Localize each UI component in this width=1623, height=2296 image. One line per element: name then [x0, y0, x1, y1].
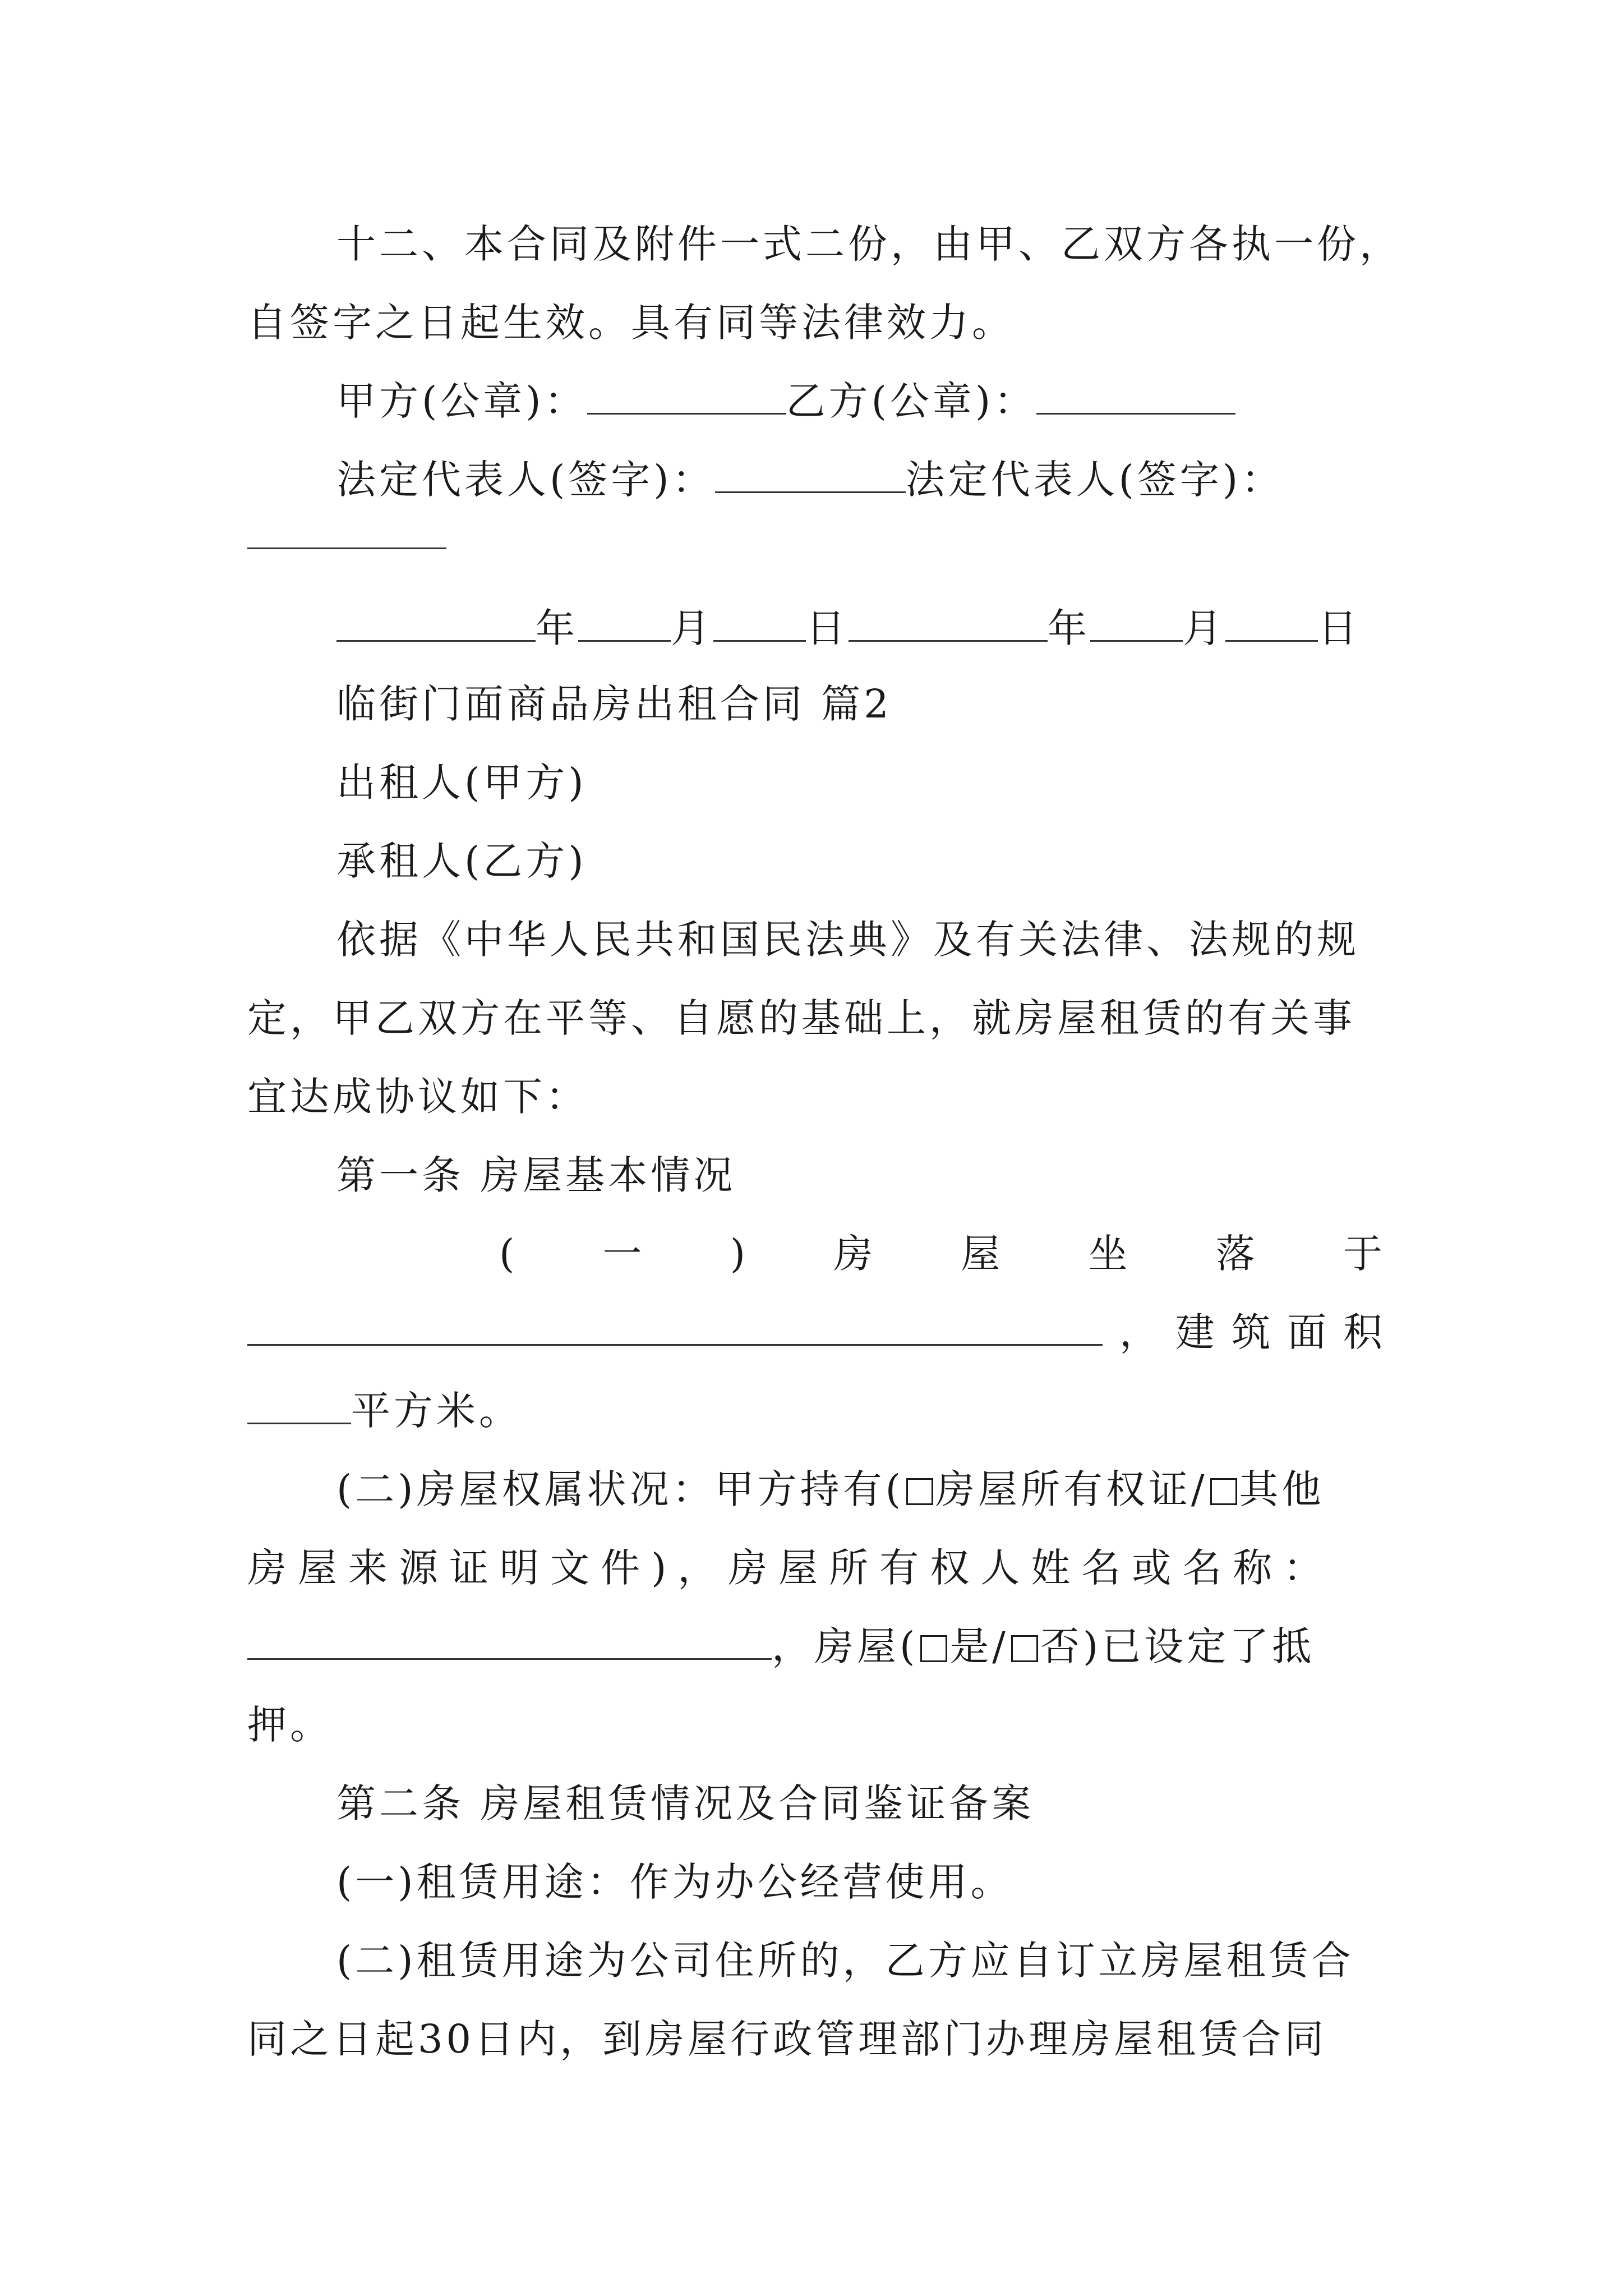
month-label: 月 [671, 605, 713, 651]
area-char: 建 [1175, 1309, 1218, 1355]
intro-line-2: 定，甲乙双方在平等、自愿的基础上，就房屋租赁的有关事 [247, 995, 1355, 1041]
location-char: ( [499, 1231, 518, 1277]
area-value-line [247, 1383, 1386, 1439]
party-b-rep-label: 法定代表人(签字)： [905, 457, 1284, 503]
location-char: 落 [1215, 1231, 1258, 1277]
intro-line-1: 依据《中华人民共和国民法典》及有关法律、法规的规 [336, 917, 1359, 963]
checkbox-certificate[interactable] [906, 1478, 933, 1505]
ownership-text: 房屋所有权证/ [935, 1466, 1208, 1512]
article-1-heading: 第一条 房屋基本情况 [336, 1152, 736, 1198]
year-label: 年 [1048, 605, 1090, 651]
use-clause-1: (一)租赁用途：作为办公经营使用。 [336, 1859, 1013, 1905]
checkbox-mortgage-no[interactable] [1011, 1635, 1038, 1662]
party-a-rep-blank [715, 452, 906, 493]
use-clause-2-line-1: (二)租赁用途为公司住所的，乙方应自订立房屋租赁合 [336, 1938, 1354, 1984]
party-b-day-blank [1225, 601, 1318, 642]
party-a-month-blank [578, 601, 671, 642]
section-title: 临街门面商品房出租合同 篇2 [336, 681, 892, 727]
clause-12-line-2: 自签字之日起生效。具有同等法律效力。 [247, 300, 1015, 346]
area-char: ， [1119, 1309, 1162, 1355]
seal-line [336, 373, 1386, 429]
lessee-label: 承租人(乙方) [336, 838, 587, 884]
location-char: 于 [1343, 1231, 1386, 1277]
day-label: 日 [806, 605, 849, 651]
location-char: 一 [602, 1231, 645, 1277]
area-label [1119, 1304, 1386, 1360]
representative-line [336, 452, 1386, 508]
area-char: 筑 [1231, 1309, 1274, 1355]
address-area-line [247, 1304, 1386, 1360]
lessor-label: 出租人(甲方) [336, 760, 587, 806]
party-a-day-blank [713, 601, 806, 642]
party-b-seal-label: 乙方(公章)： [786, 378, 1037, 424]
ownership-line-4: 押。 [247, 1702, 333, 1748]
ownership-line-2: 房屋来源证明文件)，房屋所有权人姓名或名称： [247, 1545, 1334, 1591]
ownership-text: 其他 [1239, 1466, 1325, 1512]
month-label: 月 [1183, 605, 1225, 651]
ownership-text: 否)已设定了抵 [1040, 1623, 1315, 1669]
intro-line-3: 宜达成协议如下： [247, 1074, 588, 1120]
ownership-line-1 [336, 1461, 1386, 1517]
ownership-text: 是/ [949, 1623, 1009, 1669]
location-char: 屋 [961, 1231, 1004, 1277]
ownership-text: ，房屋( [772, 1623, 919, 1669]
party-a-year-blank [336, 601, 536, 642]
ownership-line-3 [247, 1618, 1386, 1674]
party-b-rep-blank [247, 508, 446, 549]
use-clause-2-line-2: 同之日起30日内，到房屋行政管理部门办理房屋租赁合同 [247, 2016, 1327, 2062]
party-a-seal-blank [587, 374, 786, 415]
day-label: 日 [1318, 605, 1361, 651]
party-b-month-blank [1090, 601, 1183, 642]
location-char: 坐 [1088, 1231, 1131, 1277]
checkbox-other-docs[interactable] [1210, 1478, 1237, 1505]
area-blank [247, 1383, 351, 1424]
area-char: 面 [1287, 1309, 1330, 1355]
date-line [336, 600, 1386, 656]
ownership-text: (二)房屋权属状况：甲方持有( [336, 1466, 904, 1512]
location-char: ) [730, 1231, 749, 1277]
location-line [499, 1226, 1386, 1282]
year-label: 年 [536, 605, 578, 651]
owner-name-blank [247, 1619, 772, 1660]
area-char: 积 [1343, 1309, 1386, 1355]
checkbox-mortgage-yes[interactable] [920, 1635, 947, 1662]
area-unit: 平方米。 [351, 1388, 522, 1434]
party-b-seal-blank [1036, 374, 1235, 415]
clause-12-line-1: 十二、本合同及附件一式二份，由甲、乙双方各执一份， [336, 221, 1402, 267]
address-blank [247, 1305, 1103, 1346]
party-a-rep-label: 法定代表人(签字)： [336, 457, 715, 503]
party-a-seal-label: 甲方(公章)： [336, 378, 587, 424]
party-b-year-blank [849, 601, 1048, 642]
article-2-heading: 第二条 房屋租赁情况及合同鉴证备案 [336, 1780, 1035, 1826]
party-b-rep-blank-line [247, 508, 1386, 564]
location-char: 房 [833, 1231, 877, 1277]
